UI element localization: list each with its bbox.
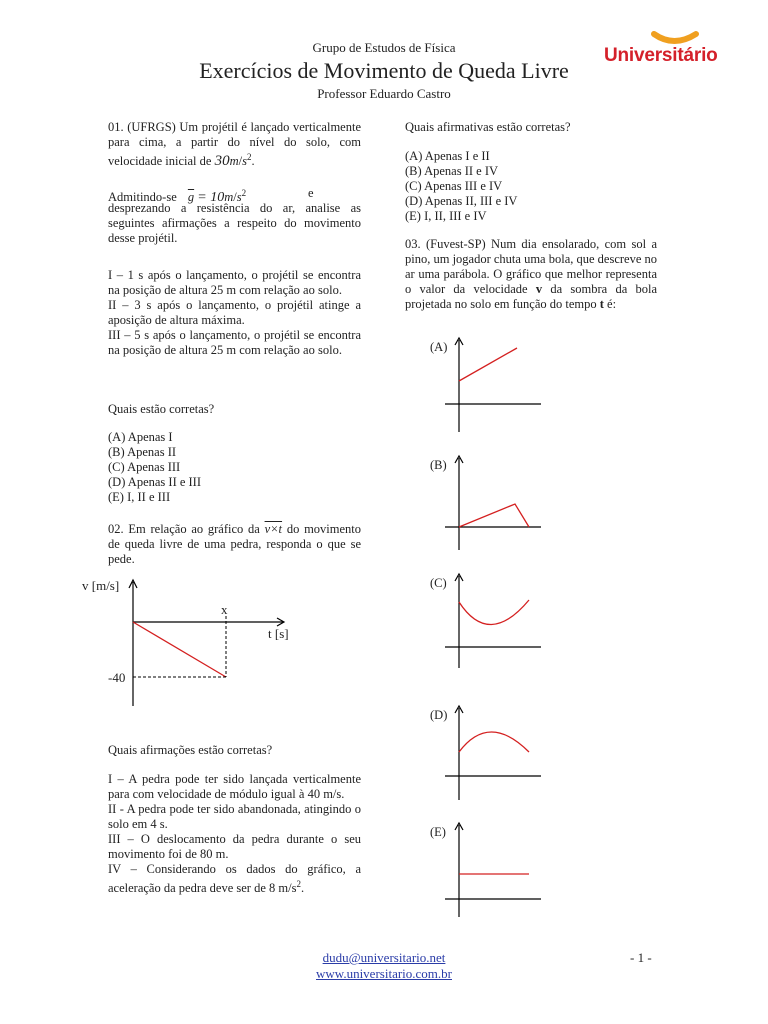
q03-t: t <box>599 297 604 311</box>
q03-label-a: (A) <box>430 340 448 354</box>
q03-graph-d <box>443 704 543 804</box>
q01-g-unit-den: s <box>236 190 242 205</box>
y-tick-label: -40 <box>108 670 126 685</box>
q01-intro-text: 01. (UFRGS) Um projétil é lançado verticalmente para cima, a partir do nível do solo, com velocidade inicial de <box>108 120 361 169</box>
q03-end: é: <box>607 297 617 311</box>
series-line <box>133 622 226 677</box>
q03-label-c: (C) <box>430 576 447 590</box>
q03-graph-e <box>443 821 543 921</box>
header-group: Grupo de Estudos de Física <box>312 40 456 55</box>
q02-option-d: (D) Apenas II, III e IV <box>405 194 518 208</box>
q01-intro-b <box>108 186 361 246</box>
q03-label-e: (E) <box>430 825 446 839</box>
q02-vt-chart <box>78 576 318 716</box>
q02-option-e: (E) I, II, III e IV <box>405 209 487 223</box>
q02-option-b: (B) Apenas II e IV <box>405 164 499 178</box>
q01-option-c: (C) Apenas III <box>108 460 181 474</box>
q03-label-d: (D) <box>430 708 448 722</box>
q03-graph-a <box>443 336 543 436</box>
logo-word: Universitário <box>604 45 718 66</box>
q02-cont-question: Quais afirmativas estão corretas? <box>405 120 571 134</box>
footer-site-link[interactable]: www.universitario.com.br <box>316 966 452 981</box>
q01-v0: 30 <box>214 153 230 170</box>
q01-g-symbol: $\overline{g}$ <box>187 190 195 205</box>
q01-option-d: (D) Apenas II e III <box>108 475 202 489</box>
q02-statement-ii: II - A pedra pode ter sido abandonada, atingindo o solo em 4 s. <box>108 802 361 831</box>
q01-option-b: (B) Apenas II <box>108 445 177 459</box>
q02-intro <box>108 522 361 567</box>
q01-statements <box>108 268 361 358</box>
q03-graph-c <box>443 572 543 672</box>
q02-intro-a: 02. Em relação ao gráfico da <box>108 522 260 536</box>
q01-statement-ii: II – 3 s após o lançamento, o projétil atinge a aposição de altura máxima. <box>108 298 361 327</box>
header-professor: Professor Eduardo Castro <box>317 86 451 101</box>
q03-label-b: (B) <box>430 458 447 472</box>
q02-cont-options <box>405 149 655 224</box>
q03-graph-b <box>443 454 543 554</box>
q02-option-c: (C) Apenas III e IV <box>405 179 503 193</box>
q02-statements <box>108 772 361 896</box>
q01-intro: 01. (UFRGS) Um projétil é lançado verticalmente para cima, a partir do nível do solo, com velocidade inicial de $30m/s^2$. <box>108 120 361 170</box>
q01-g-value: = 10 <box>197 190 225 206</box>
q03-v: v <box>535 282 543 296</box>
x-tick-label: x <box>221 602 228 617</box>
q01-unit-num: m <box>229 154 239 169</box>
q02-statement-iv-text: IV – Considerando os dados do gráfico, a aceleração da pedra deve ser de 8 m/s <box>108 862 361 896</box>
q01-unit-den: s <box>242 154 247 169</box>
q01-statement-iii: III – 5 s após o lançamento, o projétil se encontra na posição de altura 25 m com relação ao solo. <box>108 328 361 357</box>
q02-question: Quais afirmações estão corretas? <box>108 743 273 757</box>
q03-intro-text: 03. (Fuvest-SP) Num dia ensolarado, com sol a pino, um jogador chuta uma bola, que descreve no ar uma parábola. O gráfico que melhor representa o valor da velocidade <box>405 237 658 296</box>
y-axis-label: v [m/s] <box>82 578 120 593</box>
q01-unit-exp: 2 <box>246 152 252 162</box>
page-number: - 1 - <box>630 950 652 965</box>
q01-g-unit-exp: 2 <box>241 188 247 198</box>
q02-statement-iv <box>108 862 361 896</box>
q02-option-a: (A) Apenas I e II <box>405 149 490 163</box>
q01-intro-b-text: e desprezando a resistência do ar, analise as seguintes afirmações a respeito do movimento desse projétil. <box>108 186 361 245</box>
q02-statement-iii: III – O deslocamento da pedra durante o seu movimento foi de 80 m. <box>108 832 361 861</box>
q01-g-unit-num: m <box>224 190 234 205</box>
q01-options <box>108 430 361 505</box>
q01-statement-i: I – 1 s após o lançamento, o projétil se encontra na posição de altura 25 m com relação ao solo. <box>108 268 361 297</box>
q02-statement-i: I – A pedra pode ter sido lançada verticalmente para com velocidade de módulo igual à 40 m/s. <box>108 772 361 801</box>
q03-mid: da sombra da bola projetada no solo em função do tempo <box>405 282 658 311</box>
q01-question: Quais estão corretas? <box>108 402 215 416</box>
q01-option-a: (A) Apenas I <box>108 430 173 444</box>
q03-intro <box>405 237 657 312</box>
x-axis-label: t [s] <box>268 626 289 641</box>
footer-site <box>0 966 768 982</box>
footer-email <box>0 950 768 966</box>
universitario-logo <box>604 28 744 72</box>
q02-statement-iv-end: . <box>300 881 305 896</box>
page-title: Exercícios de Movimento de Queda Livre <box>199 58 569 83</box>
q02-vt: v×t <box>264 522 283 536</box>
q01-option-e: (E) I, II e III <box>108 490 171 504</box>
q01-admit: Admitindo-se <box>108 190 177 205</box>
q01-gravity: Admitindo-se $\overline{g} = 10m/s^2$ <box>108 188 247 206</box>
q02-intro-b: do movimento de queda livre de uma pedra, responda o que se pede. <box>108 522 362 566</box>
q02-statement-iv-exp: 2 <box>296 879 301 889</box>
footer-email-link[interactable]: dudu@universitario.net <box>322 950 446 965</box>
